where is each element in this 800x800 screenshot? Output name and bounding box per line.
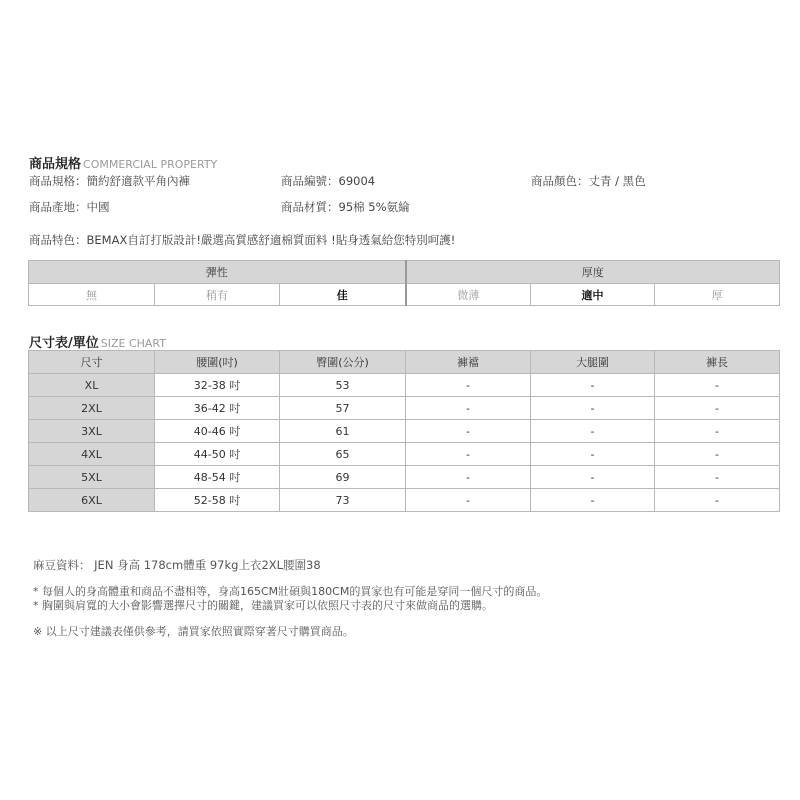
cell-waist: 40-46 吋 <box>155 420 280 443</box>
cell-thigh: - <box>531 420 655 443</box>
cell-hip: 73 <box>280 489 406 512</box>
cell-size: 6XL <box>29 489 155 512</box>
header-hip: 臀圍(公分) <box>280 351 406 374</box>
cell-size: 2XL <box>29 397 155 420</box>
header-crotch: 褲襠 <box>406 351 531 374</box>
table-row <box>29 443 780 466</box>
cell-hip: 69 <box>280 466 406 489</box>
cell-length: - <box>655 466 780 489</box>
cell-crotch: - <box>406 397 531 420</box>
cell-thigh: - <box>531 374 655 397</box>
thickness-option-thick: 厚 <box>655 284 780 306</box>
code-text: 商品編號：69004 <box>281 174 376 188</box>
header-thigh: 大腿圍 <box>531 351 655 374</box>
cell-length: - <box>655 443 780 466</box>
table-row <box>29 397 780 420</box>
header-size: 尺寸 <box>29 351 155 374</box>
cell-size: XL <box>29 374 155 397</box>
cell-length: - <box>655 397 780 420</box>
note-height-weight: * 每個人的身高體重和商品不盡相等，身高165CM壯碩與180CM的買家也有可能是穿同一個尺寸的商品。 <box>33 585 548 598</box>
size-chart-table <box>28 350 780 512</box>
note-chest-shoulder: * 胸圍與肩寬的大小會影響選擇尺寸的關鍵，建議買家可以依照尺寸表的尺寸來做商品的選購。 <box>33 599 493 612</box>
spec-text: 商品規格：簡約舒適款平角內褲 <box>29 174 190 188</box>
color-text: 商品顏色：丈青 / 黑色 <box>531 174 646 188</box>
elasticity-header: 彈性 <box>29 261 406 284</box>
property-table <box>28 260 780 306</box>
elasticity-option-good: 佳 <box>280 284 406 306</box>
material-text: 商品材質：95棉 5%氨綸 <box>281 200 410 214</box>
size-chart-header-row <box>29 351 780 374</box>
note-reference: ※ 以上尺寸建議表僅供參考，請買家依照實際穿著尺寸購買商品。 <box>33 625 354 638</box>
cell-hip: 53 <box>280 374 406 397</box>
size-chart-title-en: SIZE CHART <box>100 337 166 350</box>
cell-size: 3XL <box>29 420 155 443</box>
thickness-header: 厚度 <box>406 261 780 284</box>
cell-hip: 65 <box>280 443 406 466</box>
origin-text: 商品產地：中國 <box>29 200 110 214</box>
cell-length: - <box>655 420 780 443</box>
cell-waist: 44-50 吋 <box>155 443 280 466</box>
table-row <box>29 466 780 489</box>
cell-waist: 52-58 吋 <box>155 489 280 512</box>
table-row <box>29 420 780 443</box>
cell-waist: 36-42 吋 <box>155 397 280 420</box>
cell-crotch: - <box>406 443 531 466</box>
product-section-title <box>29 153 217 172</box>
size-chart-title-zh: 尺寸表/單位 <box>29 336 99 351</box>
cell-crotch: - <box>406 466 531 489</box>
cell-thigh: - <box>531 397 655 420</box>
table-row <box>29 374 780 397</box>
cell-length: - <box>655 374 780 397</box>
product-title-zh: 商品規格 <box>29 157 82 172</box>
cell-length: - <box>655 489 780 512</box>
header-waist: 腰圍(吋) <box>155 351 280 374</box>
thickness-option-medium: 適中 <box>531 284 655 306</box>
cell-crotch: - <box>406 420 531 443</box>
cell-size: 4XL <box>29 443 155 466</box>
cell-hip: 57 <box>280 397 406 420</box>
cell-crotch: - <box>406 374 531 397</box>
cell-thigh: - <box>531 489 655 512</box>
cell-waist: 48-54 吋 <box>155 466 280 489</box>
cell-hip: 61 <box>280 420 406 443</box>
feature-text: 商品特色：BEMAX自訂打版設計!嚴選高質感舒適棉質面料 !貼身透氣給您特別呵護! <box>29 233 456 247</box>
elasticity-option-none: 無 <box>29 284 155 306</box>
cell-waist: 32-38 吋 <box>155 374 280 397</box>
cell-crotch: - <box>406 489 531 512</box>
product-title-en: COMMERCIAL PROPERTY <box>83 158 218 171</box>
table-row <box>29 489 780 512</box>
elasticity-option-slight: 稍有 <box>155 284 280 306</box>
size-chart-title <box>29 332 166 351</box>
thickness-option-thin: 微薄 <box>406 284 531 306</box>
header-length: 褲長 <box>655 351 780 374</box>
cell-size: 5XL <box>29 466 155 489</box>
cell-thigh: - <box>531 466 655 489</box>
model-info: 麻豆資料： JEN 身高 178cm體重 97kg上衣2XL腰圍38 <box>33 558 321 572</box>
cell-thigh: - <box>531 443 655 466</box>
